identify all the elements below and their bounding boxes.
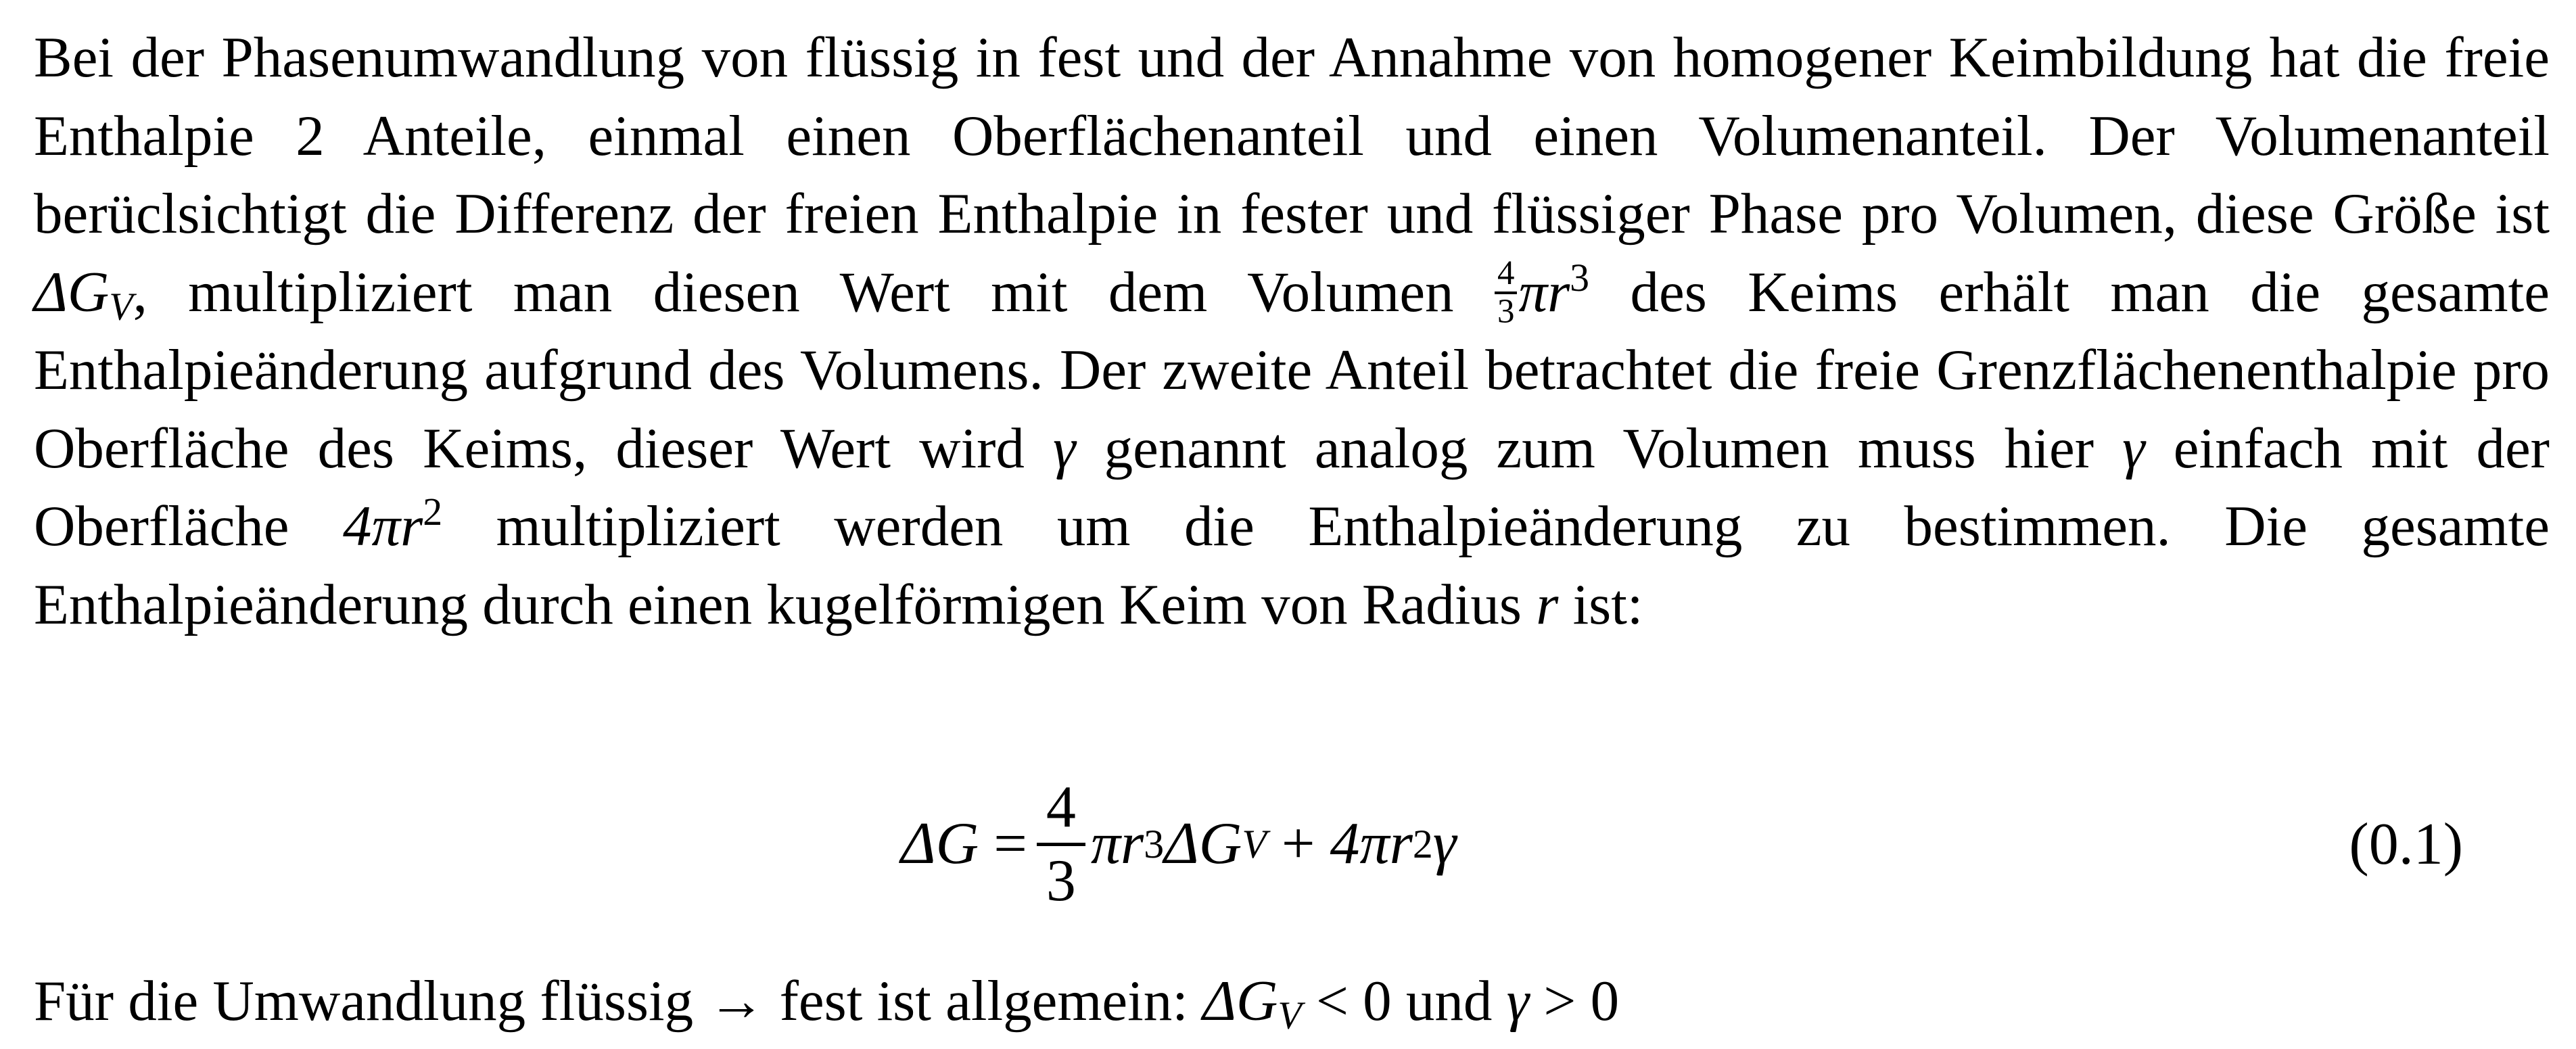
equation-pi-r: πr [1090, 811, 1144, 877]
equation-fraction-denominator: 3 [1046, 847, 1076, 914]
volume-fraction-numerator: 4 [1495, 256, 1518, 295]
delta-g-subscript: V [109, 284, 133, 329]
paragraph-text-3: des Keims erhält man die gesamte Enthalpieänderung aufgrund des Volumens. Der zweite Anteil betrachtet die freie Grenzflächenenthalpie pro Oberfläche des Keims, dieser Wert wird [34, 260, 2550, 480]
conclusion-text: Für die Umwandlung flüssig → fest ist allgemein: [34, 969, 1203, 1033]
gamma-symbol-1: γ [1053, 416, 1076, 480]
equation-term-2: 4πr [1330, 811, 1413, 877]
conclusion-und: und [1391, 969, 1507, 1033]
paragraph-text-1: Bei der Phasenumwandlung von flüssig in fest und der Annahme von homogener Keimbildung hat die freie Enthalpie 2 Anteile, einmal einen Oberflächenanteil und einen Volumenanteil. Der Volumenanteil berüclsichtigt die Differenz der freien Enthalpie in fester und flüssiger Phase pro Volumen, diese Größe ist [34, 26, 2550, 246]
equation-lhs: ΔG [901, 811, 979, 877]
conclusion-subscript-v: V [1278, 993, 1302, 1038]
volume-fraction-denominator: 3 [1497, 293, 1515, 331]
area-exponent: 2 [423, 489, 443, 534]
conclusion-gamma: γ [1506, 969, 1530, 1033]
paragraph-text-4: genannt analog zum Volumen muss hier [1075, 416, 2123, 480]
paragraph-text-5: einfach mit der Oberfläche [34, 416, 2550, 558]
equation-equals: = [993, 811, 1027, 877]
conclusion-delta-g: ΔG [1202, 969, 1278, 1033]
paragraph-text-2: , multipliziert man diesen Wert mit dem Volumen [133, 260, 1495, 324]
equation-delta-g: ΔG [1164, 811, 1242, 877]
volume-r: r [1547, 260, 1570, 324]
body-paragraph [34, 19, 2550, 644]
paragraph-text-7: ist: [1558, 572, 1643, 636]
conclusion-line [34, 962, 1619, 1040]
volume-pi: π [1518, 260, 1548, 324]
equation-fraction [1037, 774, 1085, 914]
delta-g-symbol: ΔG [34, 260, 110, 324]
equation-fraction-numerator: 4 [1037, 778, 1085, 846]
display-equation: ΔG = $\frac{4}{3}$ πr 3 ΔG V + 4πr 2 γ [901, 774, 1457, 914]
conclusion-condition-1: < 0 [1301, 969, 1392, 1033]
volume-exponent: 3 [1570, 255, 1590, 300]
area-coefficient: 4π [343, 494, 401, 558]
gamma-symbol-2: γ [2122, 416, 2145, 480]
equation-plus: + [1281, 811, 1315, 877]
volume-fraction [1495, 256, 1518, 331]
radius-symbol: r [1536, 572, 1559, 636]
area-r: r [400, 494, 423, 558]
equation-number: (0.1) [2349, 811, 2463, 877]
equation-gamma: γ [1432, 811, 1457, 877]
paragraph-text-6: multipliziert werden um die Enthalpieänderung zu bestimmen. Die gesamte Enthalpieänderung durch einen kugelförmigen Keim von Radius [34, 494, 2550, 636]
document-page [34, 19, 2550, 1038]
equation-row [34, 756, 2468, 932]
conclusion-condition-2: > 0 [1529, 969, 1620, 1033]
